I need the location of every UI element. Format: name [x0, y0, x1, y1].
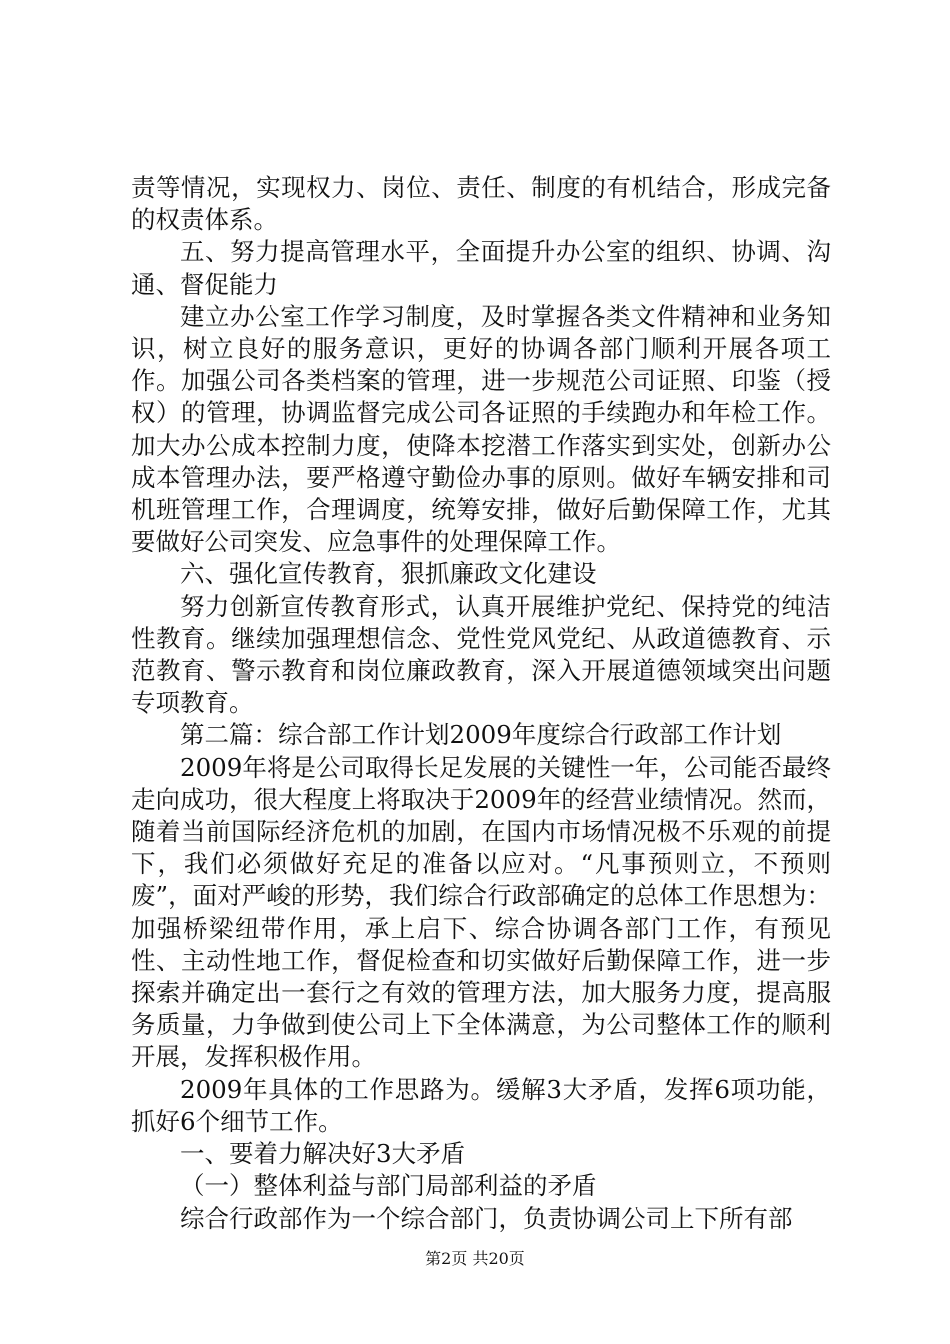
page-number-footer: 第2页 共20页 — [425, 1249, 525, 1268]
paragraph: 2009年具体的工作思路为。缓解3大矛盾，发挥6项功能，抓好6个细节工作。 — [131, 1074, 831, 1136]
document-body — [131, 172, 831, 1235]
paragraph: 综合行政部作为一个综合部门，负责协调公司上下所有部 — [180, 1203, 793, 1233]
paragraph: 建立办公室工作学习制度，及时掌握各类文件精神和业务知识，树立良好的服务意识，更好的协调各部门顺利开展各项工作。加强公司各类档案的管理，进一步规范公司证照、印鉴（授权）的管理，协调监督完成公司各证照的手续跑办和年检工作。加大办公成本控制力度，使降本挖潜工作落实到实处，创新办公成本管理办法，要严格遵守勤俭办事的原则。做好车辆安排和司机班管理工作，合理调度，统筹安排，做好后勤保障工作，尤其要做好公司突发、应急事件的处理保障工作。 — [131, 301, 831, 557]
paragraph: 努力创新宣传教育形式，认真开展维护党纪、保持党的纯洁性教育。继续加强理想信念、党性党风党纪、从政道德教育、示范教育、警示教育和岗位廉政教育，深入开展道德领域突出问题专项教育。 — [131, 591, 831, 718]
subsection-heading: （一）整体利益与部门局部利益的矛盾 — [180, 1171, 597, 1201]
section-heading-six: 六、强化宣传教育，狠抓廉政文化建设 — [180, 559, 597, 589]
chapter-heading: 第二篇：综合部工作计划2009年度综合行政部工作计划 — [180, 720, 782, 750]
paragraph-continuation: 责等情况，实现权力、岗位、责任、制度的有机结合，形成完备的权责体系。 — [131, 173, 831, 235]
section-heading-five: 五、努力提高管理水平，全面提升办公室的组织、协调、沟通、督促能力 — [131, 237, 831, 299]
section-heading-one: 一、要着力解决好3大矛盾 — [180, 1139, 466, 1169]
paragraph: 2009年将是公司取得长足发展的关键性一年，公司能否最终走向成功，很大程度上将取决于2009年的经营业绩情况。然而，随着当前国际经济危机的加剧，在国内市场情况极不乐观的前提下，我们必须做好充足的准备以应对。“凡事预则立，不预则废”，面对严峻的形势，我们综合行政部确定的总体工作思想为：加强桥梁纽带作用，承上启下、综合协调各部门工作，有预见性、主动性地工作，督促检查和切实做好后勤保障工作，进一步探索并确定出一套行之有效的管理方法，加大服务力度，提高服务质量，力争做到使公司上下全体满意，为公司整体工作的顺利开展，发挥积极作用。 — [131, 752, 831, 1072]
